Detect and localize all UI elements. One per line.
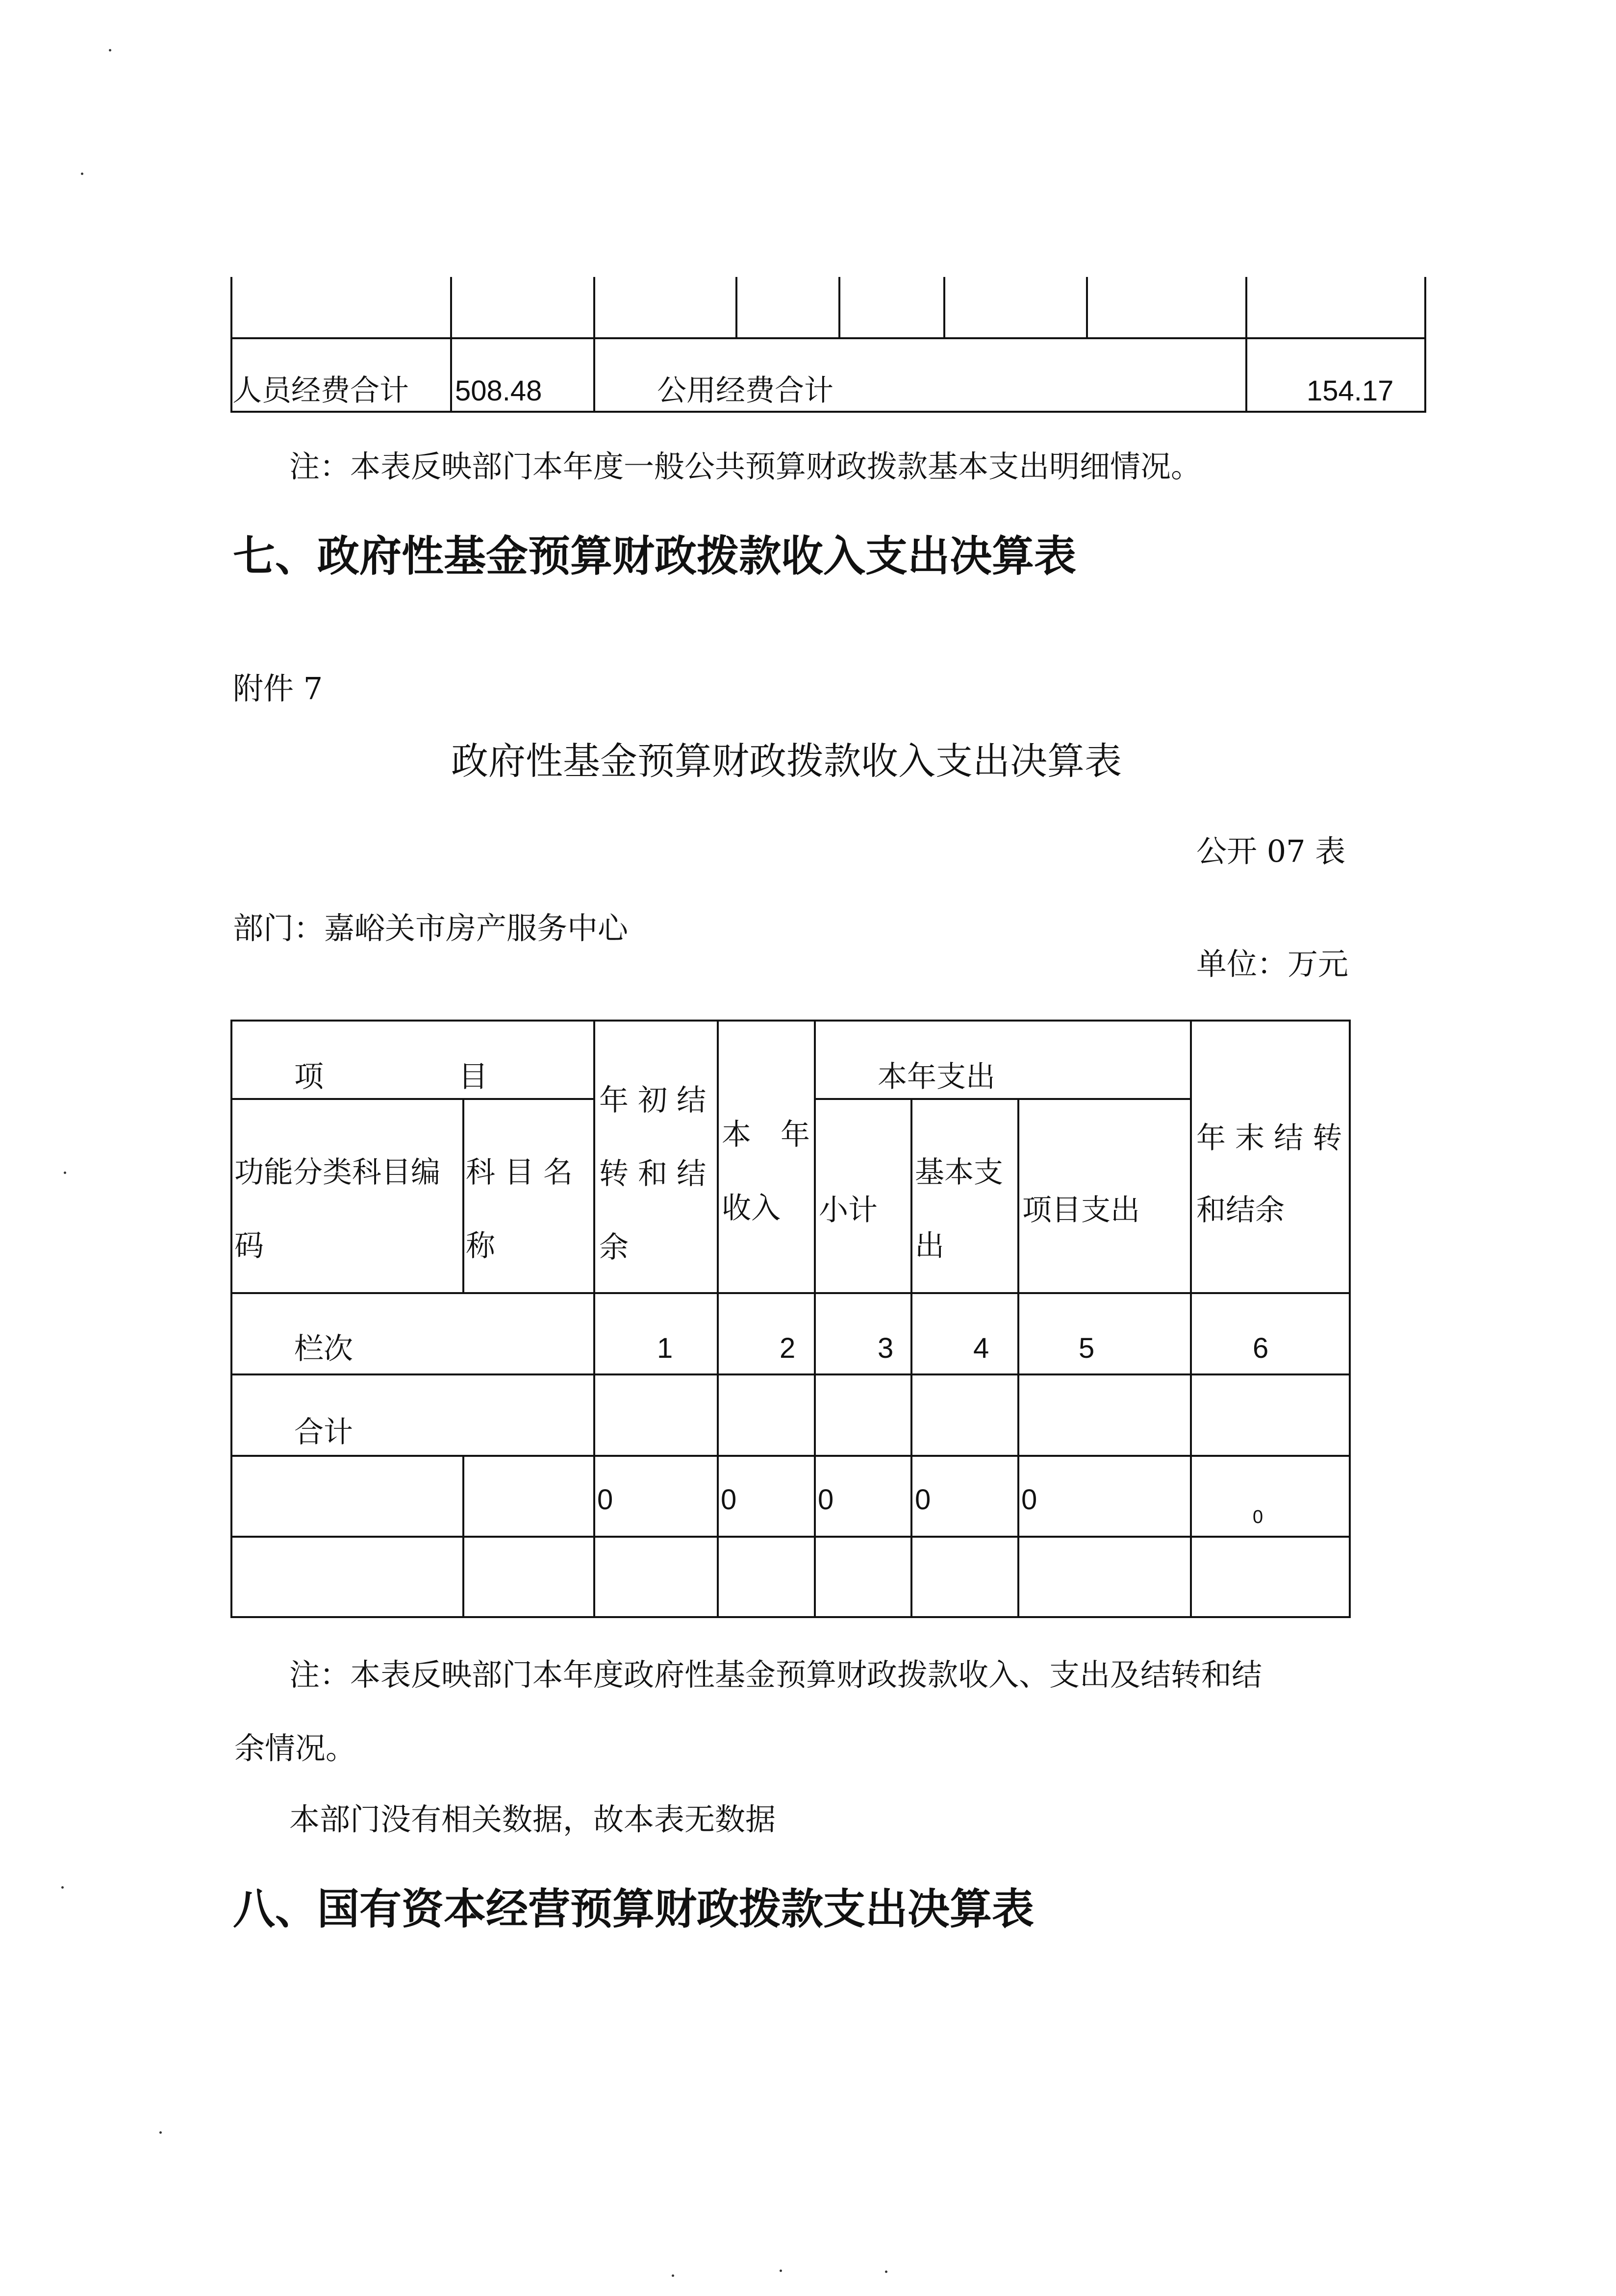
- header-opening-balance-l2: 转 和 结: [599, 1157, 707, 1191]
- column-index: 3: [878, 1332, 894, 1364]
- header-function-code-l2: 码: [234, 1229, 264, 1263]
- zero-value: 0: [1021, 1484, 1037, 1516]
- personnel-cost-label: 人员经费合计: [232, 374, 409, 408]
- zero-value: 0: [818, 1484, 834, 1516]
- header-opening-balance-l3: 余: [599, 1230, 629, 1265]
- scan-speck: [672, 2274, 674, 2277]
- personnel-cost-value: 508.48: [455, 375, 542, 407]
- scan-speck: [109, 49, 111, 51]
- header-item: 项: [294, 1060, 324, 1094]
- unit-label: 单位：万元: [1196, 946, 1349, 982]
- scan-speck: [64, 1172, 66, 1174]
- public-cost-label: 公用经费合计: [657, 374, 833, 408]
- header-subject-name-l1: 科 目 名: [466, 1155, 573, 1190]
- header-annual-income-l2: 收入: [722, 1191, 781, 1225]
- scan-speck: [780, 2270, 782, 2272]
- section-8-heading: 八、国有资本经营预算财政拨款支出决算表: [233, 1885, 1034, 1934]
- header-annual-income-l1: 本 年: [722, 1118, 810, 1152]
- scan-speck: [159, 2131, 162, 2134]
- column-index: 6: [1253, 1332, 1269, 1364]
- public-cost-value: 154.17: [1307, 375, 1394, 407]
- section-7-heading: 七、政府性基金预算财政拨款收入支出决算表: [233, 532, 1076, 581]
- header-basic-expenditure-l2: 出: [915, 1229, 944, 1263]
- header-annual-expenditure: 本年支出: [878, 1060, 995, 1094]
- no-data-statement: 本部门没有相关数据，故本表无数据: [289, 1801, 776, 1837]
- row-index-label: 栏次: [294, 1332, 353, 1366]
- prev-table-note: 注：本表反映部门本年度一般公共预算财政拨款基本支出明细情况。: [289, 449, 1202, 484]
- scan-speck: [885, 2271, 887, 2273]
- scan-speck: [61, 1886, 64, 1889]
- header-project-expenditure: 项目支出: [1022, 1193, 1140, 1227]
- header-closing-balance-l1: 年 末 结 转: [1196, 1121, 1342, 1155]
- column-index: 4: [973, 1332, 989, 1364]
- header-basic-expenditure-l1: 基本支: [915, 1155, 1003, 1190]
- scan-speck: [81, 173, 83, 175]
- total-row-label: 合计: [294, 1415, 353, 1449]
- department-label: 部门：嘉峪关市房产服务中心: [233, 910, 629, 946]
- fund-table-note-line-2: 余情况。: [234, 1730, 356, 1766]
- header-closing-balance-l2: 和结余: [1196, 1193, 1285, 1227]
- header-subject-name-l2: 称: [466, 1229, 495, 1263]
- header-function-code-l1: 功能分类科目编: [234, 1155, 440, 1190]
- header-subtotal: 小计: [819, 1193, 878, 1227]
- zero-value: 0: [721, 1484, 737, 1516]
- column-index: 1: [657, 1332, 673, 1364]
- zero-value: 0: [597, 1484, 613, 1516]
- table-title: 政府性基金预算财政拨款收入支出决算表: [451, 739, 1122, 783]
- zero-value: 0: [1253, 1507, 1263, 1527]
- table-code: 公开 07 表: [1196, 833, 1346, 869]
- attachment-label: 附件 7: [233, 671, 323, 706]
- zero-value: 0: [915, 1484, 931, 1516]
- header-opening-balance-l1: 年 初 结: [599, 1083, 707, 1118]
- column-index: 5: [1079, 1332, 1095, 1364]
- header-item-2: 目: [458, 1060, 488, 1094]
- column-index: 2: [780, 1332, 796, 1364]
- fund-table-note-line-1: 注：本表反映部门本年度政府性基金预算财政拨款收入、支出及结转和结: [289, 1657, 1262, 1693]
